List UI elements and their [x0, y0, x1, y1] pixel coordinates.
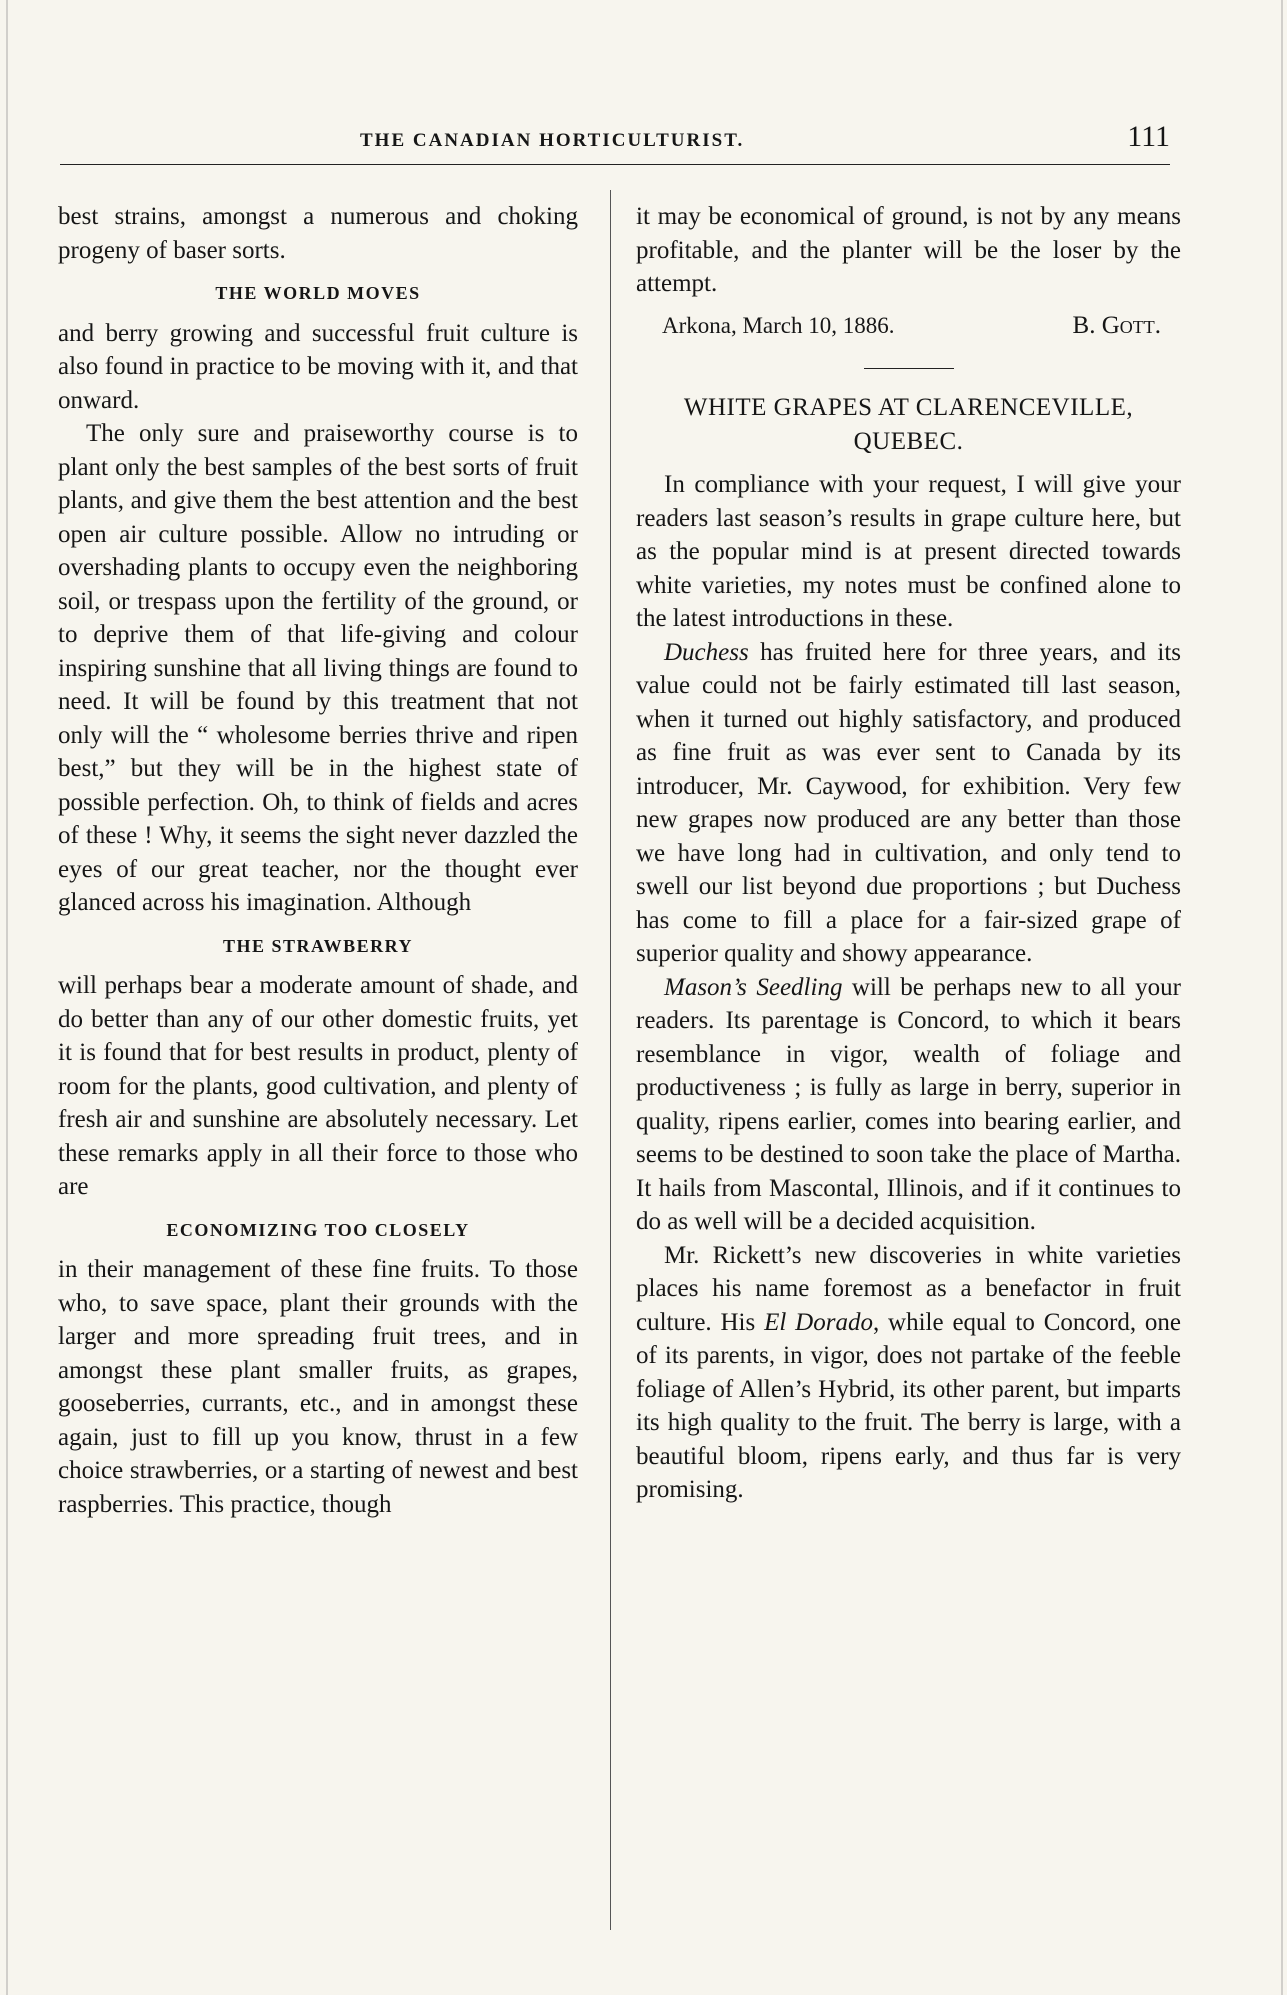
paragraph — [636, 636, 1181, 971]
paragraph: will perhaps bear a moderate amount of shade, and do better than any of our other domestic fruits, yet it is found that for best results in product, plenty of room for the plants, good cultivation, and plenty of fresh air and sunshine are absolutely necessary. Let these remarks apply in all their force to those who are — [58, 972, 578, 1200]
variety-name: Mason’s Seedling — [664, 973, 843, 1001]
paragraph: In compliance with your request, I will give your readers last season’s results in grape culture here, but as the popular mind is at present directed towards white varieties, my notes must be confined alone to the latest introductions in these. — [636, 471, 1181, 632]
header-rule — [60, 164, 1170, 165]
paragraph-text: will be perhaps new to all your readers. Its parentage is Concord, to which it bears resemblance in vigor, wealth of foliage and productiveness ; is fully as large in berry, superior in quality, ripens earlier, comes into bearing earlier, and seems to be destined to soon take the place of Martha. It hails from Mascontal, Illinois, and if it continues to do as well will be a decided acquisition. — [636, 973, 1181, 1235]
right-column — [636, 200, 1181, 1507]
paragraph: and berry growing and successful fruit culture is also found in practice to be moving with it, and that onward. — [58, 319, 578, 414]
paragraph-text: Mr. Rickett’s new discoveries in white varieties places his name foremost as a benefactor in fruit culture. His — [636, 1241, 1181, 1336]
paragraph: The only sure and praiseworthy course is to plant only the best samples of the best sorts of fruit plants, and give them the best attention and the best open air culture possible. Allow no intruding or overshading plants to occupy even the neighboring soil, or trespass upon the fertility of the ground, or to deprive them of that life-giving and colour inspiring sunshine that all living things are found to need. It will be found by this treatment that not only will the “ wholesome berries thrive and ripen best,” but they will be in the highest state of possible perfection. Oh, to think of fields and acres of these ! Why, it seems the sight never dazzled the eyes of our great teacher, nor the thought ever glanced across his imagination. Although — [58, 420, 578, 916]
paragraph: in their management of these fine fruits. To those who, to save space, plant their grounds with the larger and more spreading fruit trees, and in amongst these plant smaller fruits, as grapes, gooseberries, currants, etc., and in amongst these again, just to fill up you know, thrust in a few choice strawberries, or a starting of newest and best raspberries. This practice, though — [58, 1256, 578, 1518]
page-edge-left — [6, 0, 8, 1995]
subheading-world-moves: THE WORLD MOVES — [215, 283, 421, 303]
running-head: THE CANADIAN HORTICULTURIST. — [360, 130, 745, 151]
signoff-name: B. Gott. — [1072, 311, 1161, 339]
subheading-economizing: ECONOMIZING TOO CLOSELY — [166, 1219, 470, 1240]
page-number: 111 — [1127, 120, 1170, 153]
paragraph-text: has fruited here for three years, and its value could not be fairly estimated till last season, when it turned out highly satisfactory, and produced as fine fruit as was ever sent to Canada by its introducer, Mr. Caywood, for exhibition. Very few new grapes now produced are any better than those we have long had in cultivation, and only tend to swell our list beyond due proportions ; but Duchess has come to fill a place for a fair-sized grape of superior quality and showy appearance. — [636, 638, 1181, 967]
page-edge-right — [1281, 0, 1283, 1995]
paragraph — [636, 1239, 1181, 1507]
variety-name: El Dorado — [764, 1308, 873, 1336]
signoff — [636, 309, 1181, 343]
page-header — [60, 112, 1170, 162]
section-divider — [864, 368, 954, 369]
paragraph: best strains, amongst a numerous and choking progeny of baser sorts. — [58, 203, 578, 264]
left-column — [58, 200, 578, 1521]
section-title: WHITE GRAPES AT CLARENCEVILLE, QUEBEC. — [683, 394, 1134, 455]
paragraph-text: , while equal to Concord, one of its parents, in vigor, does not partake of the feeble foliage of Allen’s Hybrid, its other parent, but imparts its high quality to the fruit. The berry is large, with a beautiful bloom, ripens early, and thus far is very promising. — [636, 1308, 1182, 1503]
paragraph: it may be economical of ground, is not by any means profitable, and the planter will be the loser by the attempt. — [636, 203, 1181, 297]
column-divider — [610, 190, 611, 1930]
variety-name: Duchess — [664, 638, 749, 666]
signoff-place: Arkona, March 10, 1886. — [662, 312, 895, 338]
paragraph — [636, 971, 1181, 1239]
subheading-strawberry: THE STRAWBERRY — [223, 935, 413, 956]
